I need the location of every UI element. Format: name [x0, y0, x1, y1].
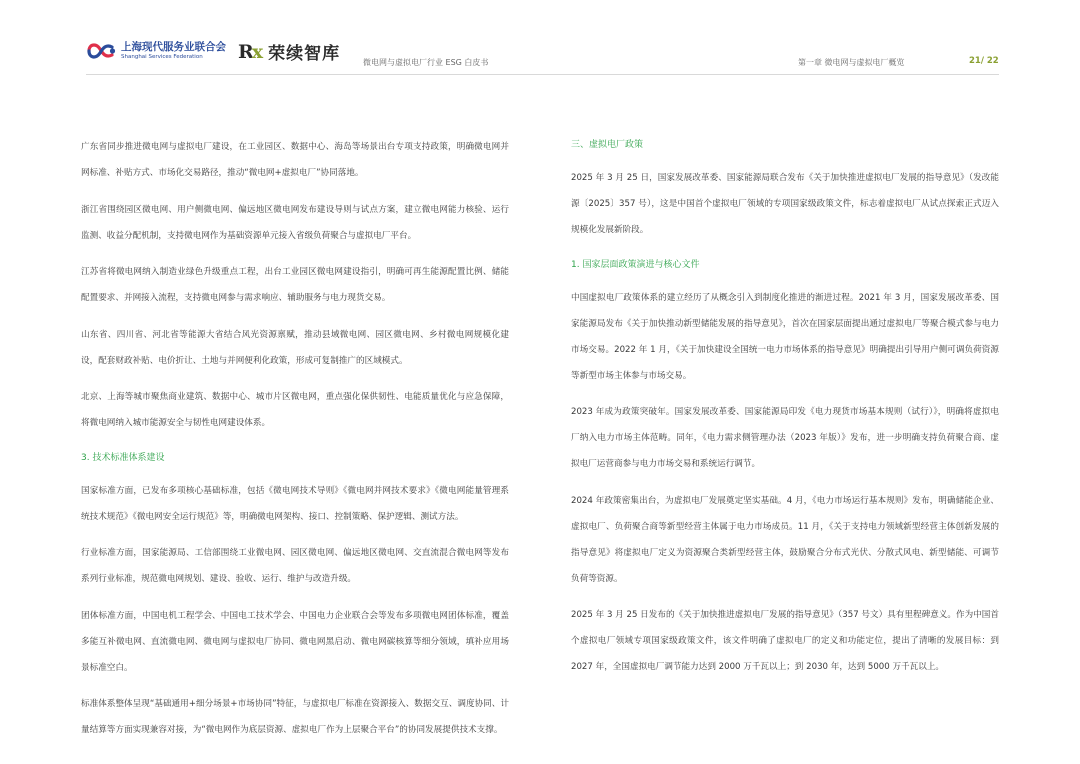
paragraph: 国家标准方面，已发布多项核心基础标准，包括《微电网技术导则》《微电网并网技术要求》《微电网能量管理系统技术规范》《微电网安全运行规范》等，明确微电网架构、接口、控制策略、保护逻辑、测试方法。 — [81, 485, 509, 522]
paragraph: 2025 年 3 月 25 日，国家发展改革委、国家能源局联合发布《关于加快推进虚拟电厂发展的指导意见》（发改能源〔2025〕357 号），这是中国首个虚拟电厂领域的专项国家级政策文件，标志着虚拟电厂从试点探索正式迈入规模化发展新阶段。 — [571, 173, 999, 235]
paragraph: 标准体系整体呈现“基础通用+细分场景+市场协同”特征，与虚拟电厂标准在资源接入、数据交互、调度协同、计量结算等方面实现兼容对接，为“微电网作为底层资源、虚拟电厂作为上层聚合平台”的协同发展提供技术支撑。 — [81, 699, 509, 735]
paragraph: 2025 年 3 月 25 日发布的《关于加快推进虚拟电厂发展的指导意见》（357 号文）具有里程碑意义。作为中国首个虚拟电厂领域专项国家级政策文件，该文件明确了虚拟电厂的定义和功能定位，提出了清晰的发展目标：到 2027 年，全国虚拟电厂调节能力达到 2000 万千瓦以上；到 2030 年，达到 5000 万千瓦以上。 — [571, 610, 999, 672]
section-heading: 1. 国家层面政策演进与核心文件 — [571, 259, 700, 270]
paragraph: 浙江省围绕园区微电网、用户侧微电网、偏远地区微电网发布建设导则与试点方案，建立微电网能力核验、运行监测、收益分配机制，支持微电网作为基础资源单元接入省级负荷聚合与虚拟电厂平台。 — [81, 204, 509, 241]
brand-mark: Rx — [238, 40, 262, 63]
federation-emblem-icon — [86, 40, 116, 62]
page-number: 21/ 22 — [969, 56, 999, 66]
paragraph: 行业标准方面，国家能源局、工信部围绕工业微电网、园区微电网、偏远地区微电网、交直流混合微电网等发布系列行业标准，规范微电网规划、建设、验收、运行、维护与改造升级。 — [81, 548, 509, 584]
section-heading: 三、虚拟电厂政策 — [571, 140, 644, 150]
document-title: 微电网与虚拟电厂行业 ESG 白皮书 — [363, 58, 489, 67]
federation-name-en: Shanghai Services Federation — [121, 54, 203, 60]
left-column — [81, 134, 509, 754]
federation-name-cn: 上海现代服务业联合会 — [121, 41, 226, 53]
paragraph: 广东省同步推进微电网与虚拟电厂建设，在工业园区、数据中心、海岛等场景出台专项支持政策，明确微电网并网标准、补贴方式、市场化交易路径，推动“微电网+虚拟电厂”协同落地。 — [81, 142, 509, 178]
paragraph: 2023 年成为政策突破年。国家发展改革委、国家能源局印发《电力现货市场基本规则（试行）》，明确将虚拟电厂纳入电力市场主体范畴。同年，《电力需求侧管理办法（2023 年版）》发布，进一步明确支持负荷聚合商、虚拟电厂运营商参与电力市场交易和系统运行调节。 — [571, 407, 999, 469]
paragraph: 中国虚拟电厂政策体系的建立经历了从概念引入到制度化推进的渐进过程。2021 年 3 月，国家发展改革委、国家能源局发布《关于加快推动新型储能发展的指导意见》，首次在国家层面提出通过虚拟电厂等聚合模式参与电力市场交易。2022 年 1 月，《关于加快建设全国统一电力市场体系的指导意见》明确提出引导用户侧可调负荷资源等新型市场主体参与市场交易。 — [571, 292, 999, 381]
section-heading: 3. 技术标准体系建设 — [81, 452, 165, 463]
right-column — [571, 134, 999, 691]
page-header — [0, 0, 1080, 80]
brand-name: 荣续智库 — [268, 44, 341, 64]
paragraph: 江苏省将微电网纳入制造业绿色升级重点工程，出台工业园区微电网建设指引，明确可再生能源配置比例、储能配置要求、并网接入流程，支持微电网参与需求响应、辅助服务与电力现货交易。 — [81, 267, 509, 303]
federation-logo — [86, 40, 226, 62]
chapter-title: 第一章 微电网与虚拟电厂概览 — [798, 58, 905, 67]
brand-logo — [238, 39, 340, 64]
paragraph: 2024 年政策密集出台，为虚拟电厂发展奠定坚实基础。4 月，《电力市场运行基本规则》发布，明确储能企业、虚拟电厂、负荷聚合商等新型经营主体属于电力市场成员。11 月，《关于支持电力领域新型经营主体创新发展的指导意见》将虚拟电厂定义为资源聚合类新型经营主体，鼓励聚合分布式光伏、分散式风电、新型储能、可调节负荷等资源。 — [571, 495, 999, 584]
paragraph: 团体标准方面，中国电机工程学会、中国电工技术学会、中国电力企业联合会等发布多项微电网团体标准，覆盖多能互补微电网、直流微电网、微电网与虚拟电厂协同、微电网黑启动、微电网碳核算等细分领域，填补应用场景标准空白。 — [81, 610, 509, 673]
header-divider — [86, 74, 999, 75]
paragraph: 北京、上海等城市聚焦商业建筑、数据中心、城市片区微电网，重点强化保供韧性、电能质量优化与应急保障，将微电网纳入城市能源安全与韧性电网建设体系。 — [81, 392, 509, 428]
paragraph: 山东省、四川省、河北省等能源大省结合风光资源禀赋，推动县域微电网、园区微电网、乡村微电网规模化建设，配套财政补贴、电价折让、土地与并网便利化政策，形成可复制推广的区域模式。 — [81, 329, 509, 366]
